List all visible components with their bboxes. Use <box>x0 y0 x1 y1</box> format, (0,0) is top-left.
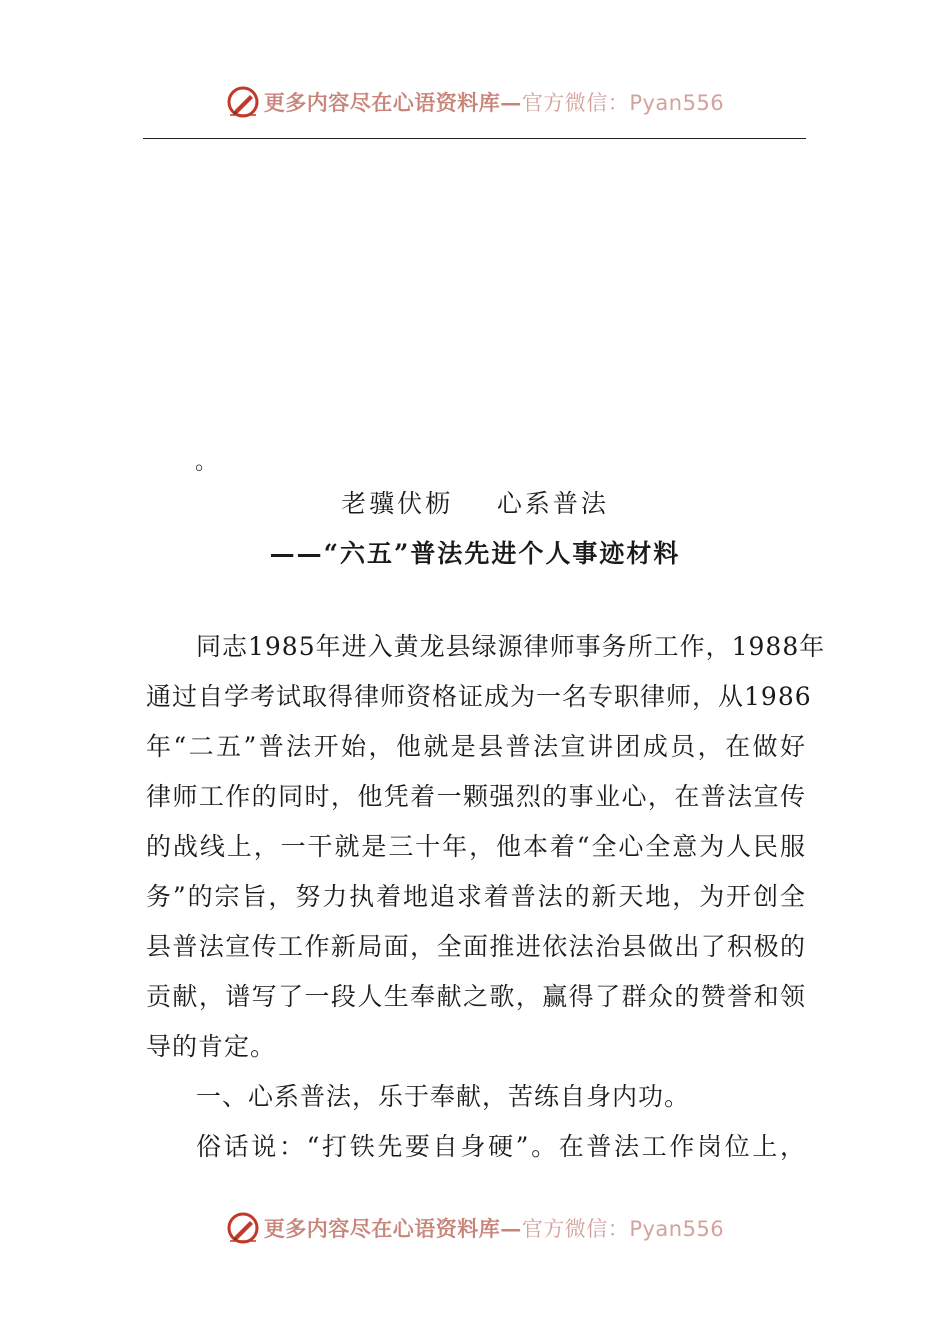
paragraph-line: 县普法宣传工作新局面，全面推进依法治县做出了积极的 <box>146 932 806 961</box>
banner-wechat-id: Pyan556 <box>629 91 725 115</box>
header-banner <box>0 82 950 122</box>
document-title: 老骥伏枥 心系普法 <box>341 489 609 518</box>
banner-text <box>264 87 724 117</box>
paragraph-line: 务”的宗旨，努力执着地追求着普法的新天地，为开创全 <box>146 882 806 911</box>
paragraph-line: 贡献，谱写了一段人生奉献之歌，赢得了群众的赞誉和领 <box>146 982 806 1011</box>
banner-slogan: 更多内容尽在心语资料库— <box>263 1216 522 1241</box>
paragraph-line: 俗话说：“打铁先要自身硬”。在普法工作岗位上， <box>196 1132 806 1161</box>
paragraph-line: 律师工作的同时，他凭着一颗强烈的事业心，在普法宣传 <box>146 782 806 811</box>
pen-logo-icon <box>226 1211 260 1245</box>
pen-logo-icon <box>226 85 260 119</box>
header-rule <box>143 138 806 139</box>
paragraph-line: 导的肯定。 <box>146 1032 277 1061</box>
paragraph-1 <box>146 622 826 1072</box>
paragraph-2 <box>146 1122 806 1172</box>
banner-text <box>264 1213 724 1243</box>
section-1-heading <box>146 1072 806 1122</box>
paragraph-line: 通过自学考试取得律师资格证成为一名专职律师，从1986 <box>146 682 812 711</box>
paragraph-line: 年“二五”普法开始，他就是县普法宣讲团成员，在做好 <box>146 732 806 761</box>
stray-mark: 。 <box>195 450 218 475</box>
section-heading-text: 一、心系普法，乐于奉献，苦练自身内功。 <box>196 1082 691 1111</box>
banner-slogan: 更多内容尽在心语资料库— <box>263 90 522 115</box>
document-subtitle: ——“六五”普法先进个人事迹材料 <box>269 539 681 568</box>
banner-wechat-label: 官方微信： <box>521 91 630 115</box>
footer-banner <box>0 1208 950 1248</box>
banner-wechat-label: 官方微信： <box>521 1217 630 1241</box>
banner-wechat-id: Pyan556 <box>629 1217 725 1241</box>
paragraph-line: 同志1985年进入黄龙县绿源律师事务所工作，1988年 <box>196 632 826 661</box>
paragraph-line: 的战线上，一干就是三十年，他本着“全心全意为人民服 <box>146 832 806 861</box>
